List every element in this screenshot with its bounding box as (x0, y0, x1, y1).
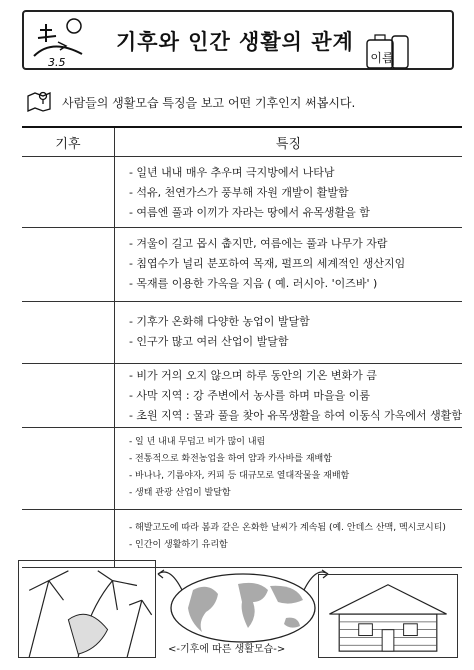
feature-line: - 인구가 많고 여러 산업이 발달함 (128, 335, 289, 348)
feature-line: - 생태 관광 산업이 발달함 (128, 488, 231, 498)
climate-answer-field[interactable] (22, 157, 114, 228)
feature-line: - 여름엔 풀과 이끼가 자라는 땅에서 유목생활을 함 (128, 206, 370, 219)
instruction-text: 사람들의 생활모습 특징을 보고 어떤 기후인지 써봅시다. (62, 96, 356, 110)
globe-logo-icon (30, 16, 90, 68)
feature-line: - 인간이 생활하기 유리함 (128, 540, 228, 550)
feature-line: - 비가 거의 오지 않으며 하루 동안의 기온 변화가 큼 (128, 369, 377, 382)
feature-line: - 목재를 이용한 가옥을 지음 ( 예. 러시아. '이즈바' ) (128, 277, 378, 290)
feature-line: - 전통적으로 화전농업을 하여 얌과 카사바를 재배함 (128, 454, 332, 464)
arrow-left-icon (154, 560, 184, 600)
header-climate: 기후 (22, 127, 114, 157)
table-row (22, 157, 462, 228)
feature-line: - 침엽수가 널리 분포하여 목재, 펄프의 세계적인 생산지임 (128, 257, 406, 270)
climate-answer-field[interactable] (22, 302, 114, 364)
feature-line: - 기후가 온화해 다양한 농업이 발달함 (128, 315, 310, 328)
feature-line: - 겨울이 길고 몹시 춥지만, 여름에는 풀과 나무가 자람 (128, 237, 388, 250)
feature-line: - 일 년 내내 무덥고 비가 많이 내림 (128, 437, 266, 447)
feature-line: - 바나나, 기름야자, 커피 등 대규모로 열대작물을 재배함 (128, 471, 350, 481)
instruction (26, 92, 456, 112)
map-pin-icon (26, 88, 52, 112)
table-row (22, 364, 462, 428)
feature-line: - 초원 지역 : 물과 풀을 찾아 유목생활을 하여 이동식 가옥에서 생활함 (128, 409, 462, 422)
page-title: 기후와 인간 생활의 관계 (116, 30, 354, 54)
climate-answer-field[interactable] (22, 428, 114, 510)
feature-line: - 해발고도에 따라 봄과 같은 온화한 날씨가 계속됨 (예. 안데스 산맥, 멕시코시티) (128, 523, 446, 533)
table-row (22, 302, 462, 364)
climate-answer-field[interactable] (22, 364, 114, 428)
table-row (22, 510, 462, 568)
feature-line: - 일년 내내 매우 추우며 극지방에서 나타남 (128, 166, 335, 179)
name-label: 이름 (370, 51, 394, 65)
jungle-illustration-icon (18, 560, 156, 658)
climate-table (22, 126, 462, 568)
feature-line: - 사막 지역 : 강 주변에서 농사를 하며 마을을 이룸 (128, 389, 370, 402)
feature-line: - 석유, 천연가스가 풍부해 자원 개발이 활발함 (128, 186, 349, 199)
table-row (22, 428, 462, 510)
header-features: 특징 (114, 127, 462, 157)
world-map-icon (168, 572, 318, 644)
illustration-caption: <-기후에 따른 생활모습-> (168, 644, 286, 655)
climate-answer-field[interactable] (22, 510, 114, 568)
climate-answer-field[interactable] (22, 228, 114, 302)
logo-text: 3.5 (48, 56, 66, 68)
wooden-house-illustration-icon (318, 574, 458, 658)
table-row (22, 228, 462, 302)
title-box (22, 10, 454, 70)
